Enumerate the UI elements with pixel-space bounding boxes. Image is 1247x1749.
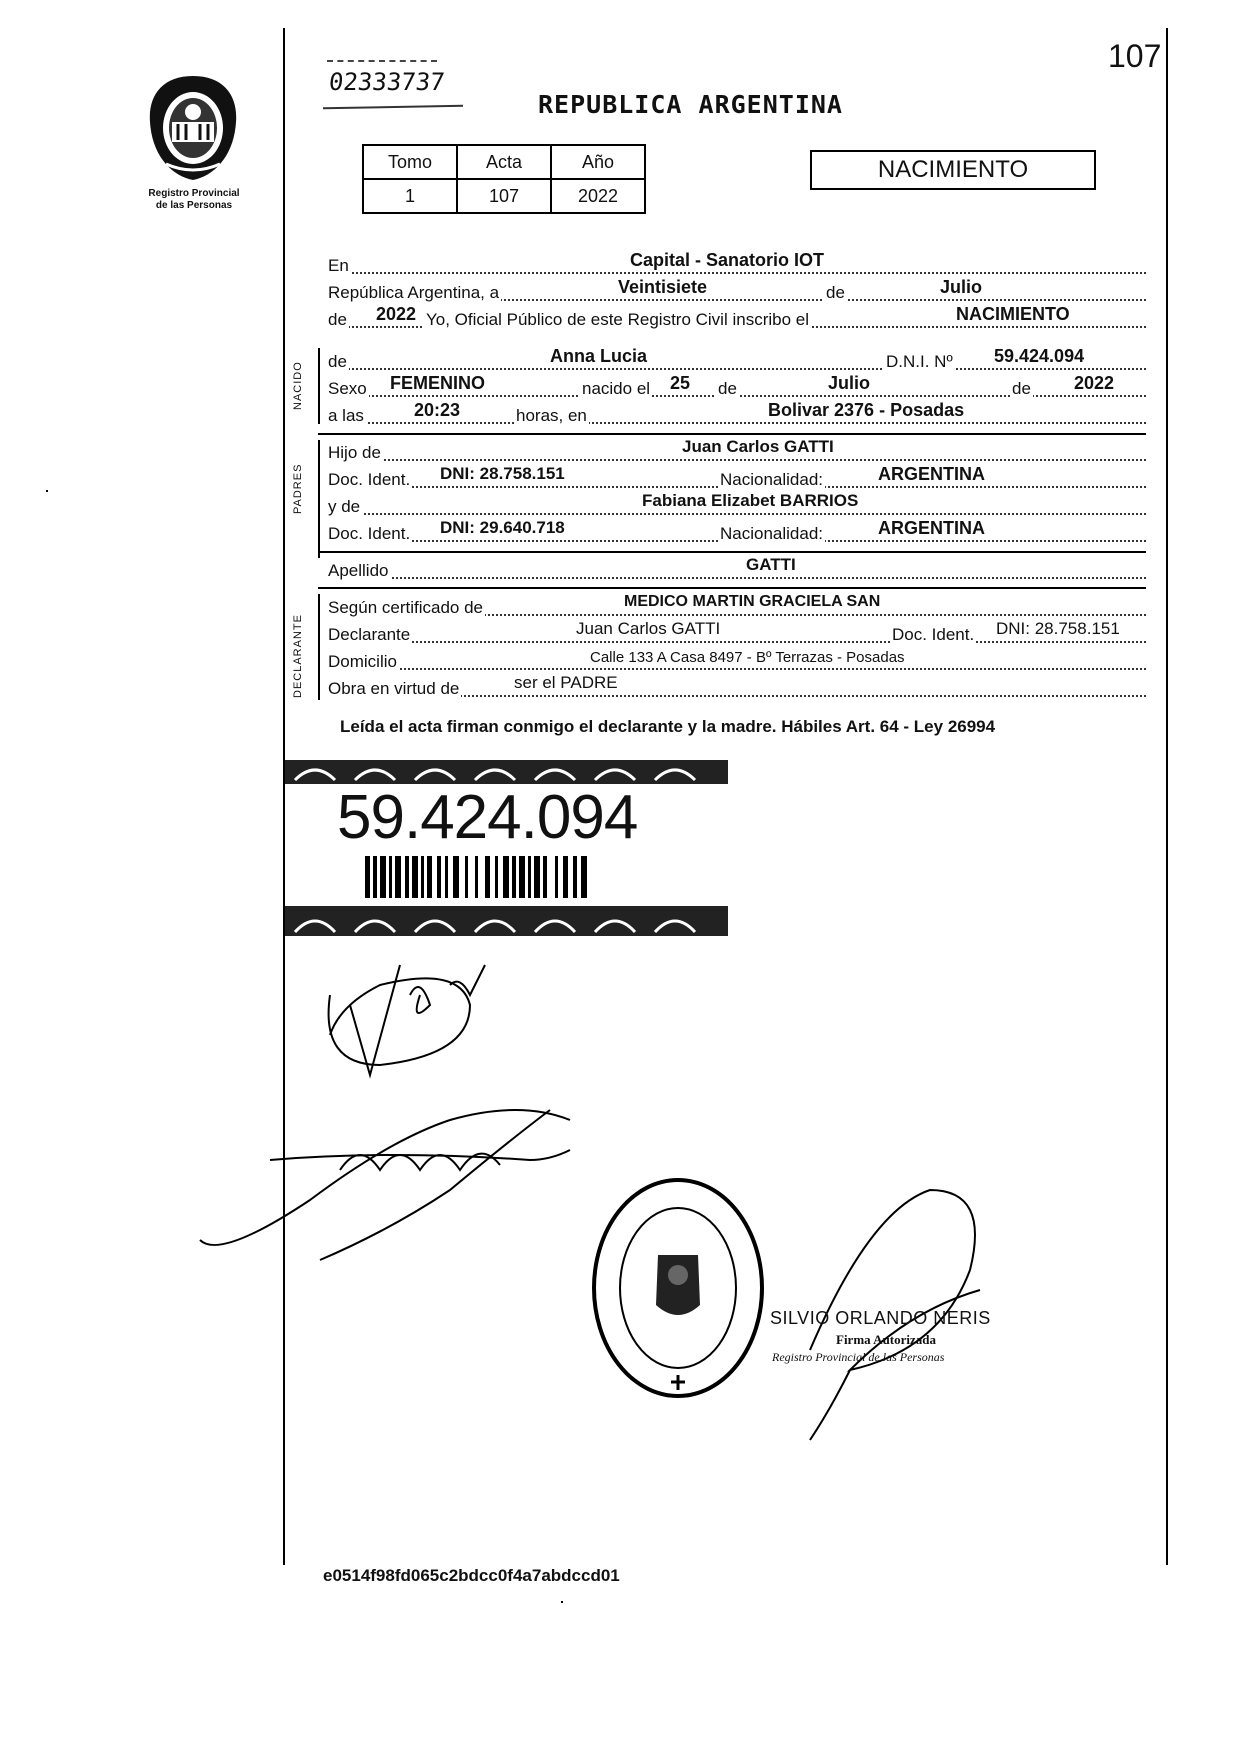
anio-header: Año (551, 145, 645, 179)
official-office: Registro Provincial de las Personas (772, 1350, 945, 1364)
inscribo-value: NACIMIENTO (956, 304, 1070, 324)
tomo-value: 1 (363, 179, 457, 213)
acta-header: Acta (457, 145, 551, 179)
control-number-box (323, 58, 463, 112)
divider-line-3 (318, 587, 1146, 589)
speck (561, 1601, 563, 1603)
acta-value: 107 (457, 179, 551, 213)
side-label-nacido: NACIDO (292, 361, 304, 410)
birth-month: Julio (828, 373, 871, 393)
row-nacido-de: de Anna Lucia D.N.I. Nº 59.424.094 (328, 350, 1146, 374)
speck (46, 490, 48, 492)
row-republica: República Argentina, a Veintisiete de Julio (328, 281, 1146, 305)
dni-sticker (285, 760, 728, 938)
obra-value: ser el PADRE (514, 673, 618, 692)
right-margin-line (1166, 28, 1168, 1565)
row-sexo: Sexo FEMENINO nacido el 25 de Julio de 2022 (328, 377, 1146, 401)
side-label-padres: PADRES (292, 463, 304, 514)
sexo-value: FEMENINO (390, 373, 486, 393)
logo-caption: Registro Provincial de las Personas (148, 188, 240, 211)
month-value: Julio (940, 277, 983, 297)
row-doc2: Doc. Ident. DNI: 29.640.718 Nacionalidad: ARGENTINA (328, 522, 1146, 546)
year-value: 2022 (376, 304, 417, 324)
barcode (365, 856, 625, 898)
dni-big-number: 59.424.094 (337, 783, 638, 852)
divider-line-2 (318, 551, 1146, 553)
control-number: 02333737 (327, 68, 447, 96)
row-en: En Capital - Sanatorio IOT (328, 254, 1146, 278)
document-hash: e0514f98fd065c2bdcc0f4a7abdccd01 (323, 1566, 620, 1585)
country-heading: REPUBLICA ARGENTINA (538, 90, 843, 119)
father-nationality: ARGENTINA (878, 464, 985, 484)
father-name: Juan Carlos GATTI (682, 437, 834, 456)
mother-nationality: ARGENTINA (878, 518, 985, 538)
row-hora: a las 20:23 horas, en Bolivar 2376 - Posadas (328, 404, 1146, 428)
mother-doc: DNI: 29.640.718 (440, 518, 565, 537)
day-value: Veintisiete (618, 277, 708, 297)
anio-value: 2022 (551, 179, 645, 213)
reference-table (362, 144, 646, 214)
place-value: Capital - Sanatorio IOT (630, 250, 825, 270)
row-year: de 2022 Yo, Oficial Público de este Registro Civil inscribo el NACIMIENTO (328, 308, 1146, 332)
declarante-bracket (318, 594, 320, 700)
official-signature (790, 1150, 1010, 1450)
birth-day: 25 (670, 373, 691, 393)
birth-place: Bolivar 2376 - Posadas (768, 400, 965, 420)
closing-text: Leída el acta firman conmigo el declarante y la madre. Hábiles Art. 64 - Ley 26994 (340, 717, 996, 736)
registry-logo (142, 72, 244, 184)
nacido-bracket (318, 348, 320, 424)
apellido-value: GATTI (746, 555, 796, 574)
row-yde: y de Fabiana Elizabet BARRIOS (328, 495, 1146, 519)
row-declarante: Declarante Juan Carlos GATTI Doc. Ident. DNI: 28.758.151 (328, 623, 1146, 647)
mother-signature (190, 1080, 630, 1270)
birth-year: 2022 (1074, 373, 1115, 393)
child-name: Anna Lucia (550, 346, 648, 366)
mother-name: Fabiana Elizabet BARRIOS (642, 491, 859, 510)
domicilio-value: Calle 133 A Casa 8497 - Bº Terrazas - Posadas (590, 649, 905, 666)
row-obra: Obra en virtud de ser el PADRE (328, 677, 1146, 701)
act-type: NACIMIENTO (877, 156, 1029, 183)
official-name: SILVIO ORLANDO NERIS (770, 1308, 991, 1328)
official-title: Firma Autorizada (836, 1332, 937, 1347)
father-doc: DNI: 28.758.151 (440, 464, 565, 483)
padres-bracket (318, 440, 320, 558)
birth-time: 20:23 (414, 400, 461, 420)
row-apellido: Apellido GATTI (328, 559, 1146, 583)
official-seal (588, 1175, 768, 1401)
tomo-header: Tomo (363, 145, 457, 179)
row-domicilio: Domicilio Calle 133 A Casa 8497 - Bº Terrazas - Posadas (328, 650, 1146, 674)
declarant-signature (310, 955, 540, 1085)
side-label-declarante: DECLARANTE (292, 614, 304, 698)
row-doc1: Doc. Ident. DNI: 28.758.151 Nacionalidad: ARGENTINA (328, 468, 1146, 492)
certificate-value: MEDICO MARTIN GRACIELA SAN (624, 593, 881, 610)
row-certificado: Según certificado de MEDICO MARTIN GRACIELA SAN (328, 596, 1146, 620)
declarant-name: Juan Carlos GATTI (576, 619, 721, 638)
child-dni: 59.424.094 (994, 346, 1085, 366)
declarant-doc: DNI: 28.758.151 (996, 619, 1120, 638)
act-type-box (810, 150, 1096, 190)
row-hijo: Hijo de Juan Carlos GATTI (328, 441, 1146, 465)
page-number: 107 (1108, 38, 1162, 74)
